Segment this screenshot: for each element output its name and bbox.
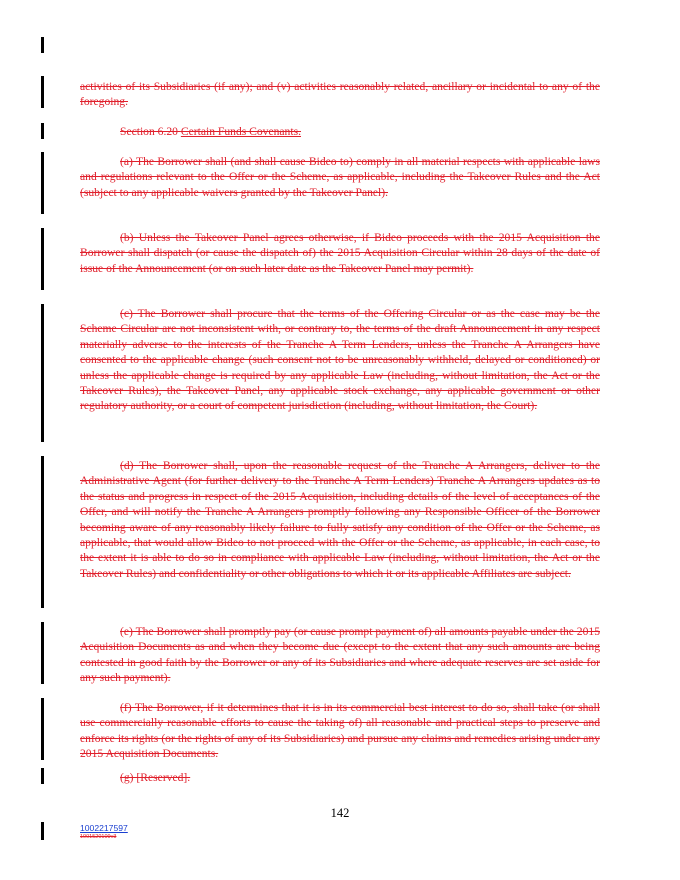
change-bar <box>41 622 44 684</box>
section-number: Section 6.20 <box>120 125 178 138</box>
paragraph-d <box>80 458 600 581</box>
document-id-link[interactable]: 1002217597 <box>80 823 128 833</box>
section-title: Certain Funds Covenants. <box>180 125 301 138</box>
paragraph-a-text: (a) The Borrower shall (and shall cause Bideo to) comply in all material respects with applicable laws and regulations relevant to the Offer or the Scheme, as applicable, including the Takeover Rules and the Act (subject to any applicable waivers granted by the Takeover Panel). <box>80 155 600 199</box>
section-heading <box>120 125 301 138</box>
change-bar <box>41 152 44 214</box>
paragraph-e <box>80 624 600 686</box>
change-bar <box>41 228 44 290</box>
paragraph-f <box>80 700 600 762</box>
paragraph-e-text: (e) The Borrower shall promptly pay (or cause prompt payment of) all amounts payable under the 2015 Acquisition Documents as and when they become due (except to the extent that any such amounts are being contested in good faith by the Borrower or any of its Subsidiaries and where adequate reserves are set aside for any such payment). <box>80 625 600 685</box>
change-bar <box>41 698 44 760</box>
change-bar <box>41 76 44 108</box>
paragraph-c-text: (c) The Borrower shall procure that the terms of the Offering Circular or as the case may be the Scheme Circular are not inconsistent with, or contrary to, the terms of the draft Announcement in any respect materially adverse to the interests of the Tranche A Term Lenders, unless the Tranche A Arrangers have consented to the applicable change (such consent not to be unreasonably withheld, delayed or conditioned) or unless the applicable change is required by any applicable Law (including, without limitation, the Act or the Takeover Rules), the Takeover Panel, any applicable stock exchange, any applicable government or other regulatory authority, or a court of competent jurisdiction (including, without limitation, the Court). <box>80 307 600 413</box>
paragraph-a <box>80 154 600 200</box>
change-bar <box>41 768 44 784</box>
paragraph-b-text: (b) Unless the Takeover Panel agrees otherwise, if Bideo proceeds with the 2015 Acquisition the Borrower shall dispatch (or cause the dispatch of) the 2015 Acquisition Circular within 28 days of the date of issue of the Announcement (or on such later date as the Takeover Panel may permit). <box>80 231 600 275</box>
intro-paragraph <box>80 79 600 110</box>
document-id-deleted: 1001520109v3 <box>80 834 117 840</box>
paragraph-f-text: (f) The Borrower, if it determines that it is in its commercial best interest to do so, shall take (or shall use commercially reasonable efforts to cause the taking of) all reasonable and practical steps to preserve and enforce its rights (or the rights of any of its Subsidiaries) and pursue any claims and remedies arising under any 2015 Acquisition Documents. <box>80 701 600 761</box>
change-bar <box>41 304 44 442</box>
intro-text: activities of its Subsidiaries (if any); and (v) activities reasonably related, ancillary or incidental to any of the foregoing. <box>80 80 600 109</box>
change-bar <box>41 456 44 608</box>
paragraph-c <box>80 306 600 414</box>
page-number: 142 <box>330 806 350 820</box>
paragraph-g <box>80 770 600 785</box>
change-bar <box>41 822 44 840</box>
paragraph-d-text: (d) The Borrower shall, upon the reasonable request of the Tranche A Arrangers, deliver to the Administrative Agent (for further delivery to the Tranche A Term Lenders) Tranche A Arrangers updates as to the status and progress in respect of the 2015 Acquisition, including details of the level of acceptances of the Offer, and will notify the Tranche A Arrangers promptly following any Responsible Officer of the Borrower becoming aware of any reasonably likely failure to fully satisfy any condition of the Offer or the Scheme, as applicable, that would allow Bideo to not proceed with the Offer or the Scheme, as applicable, in each case, to the extent it is able to do so in compliance with applicable Law (including, without limitation, the Act or the Takeover Rules) and confidentiality or other obligations to which it or its applicable Affiliates are subject. <box>80 459 600 580</box>
paragraph-b <box>80 230 600 276</box>
change-bar <box>41 37 44 53</box>
paragraph-g-text: (g) [Reserved]. <box>120 771 191 784</box>
change-bar <box>41 123 44 139</box>
